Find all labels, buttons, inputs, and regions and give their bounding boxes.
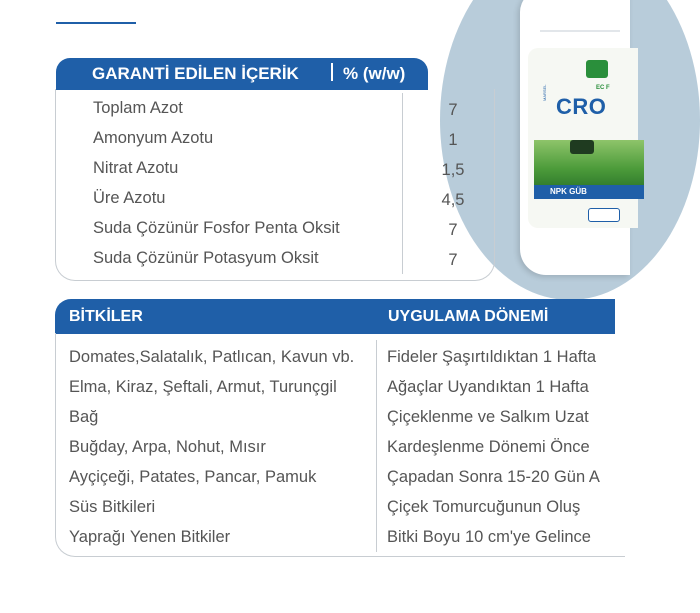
crops-header-period: UYGULAMA DÖNEMİ — [388, 308, 549, 325]
crop-plant: Elma, Kiraz, Şeftali, Armut, Turunçgil — [69, 378, 337, 396]
crop-row — [69, 408, 629, 438]
jug-side-text: MARSEL — [542, 84, 547, 101]
guarantee-table-header — [56, 58, 428, 90]
crop-row — [69, 378, 629, 408]
nutrient-name: Nitrat Azotu — [93, 159, 179, 177]
crop-period: Fideler Şaşırtıldıktan 1 Hafta — [387, 348, 597, 366]
jug-small-label: EC F — [596, 85, 610, 91]
guarantee-row — [93, 99, 493, 129]
nutrient-value: 1,5 — [441, 161, 465, 179]
crop-period: Bitki Boyu 10 cm'ye Gelince — [387, 528, 591, 546]
guarantee-row — [93, 129, 493, 159]
crop-plant: Süs Bitkileri — [69, 498, 156, 516]
crop-plant: Domates,Salatalık, Patlıcan, Kavun vb. — [69, 348, 355, 366]
jug-band-text: NPK GÜB — [550, 187, 587, 196]
guarantee-header-unit: % (w/w) — [343, 64, 406, 83]
nutrient-value: 7 — [448, 221, 458, 239]
crop-period: Çiçek Tomurcuğunun Oluş — [387, 498, 581, 516]
nutrient-name: Toplam Azot — [93, 99, 183, 117]
nutrient-name: Üre Azotu — [93, 189, 166, 207]
tractor-icon — [570, 140, 594, 154]
guarantee-header-content: GARANTİ EDİLEN İÇERİK — [92, 64, 299, 83]
product-jug-image — [520, 0, 630, 275]
crop-plant: Ayçiçeği, Patates, Pancar, Pamuk — [69, 468, 317, 486]
nutrient-value: 1 — [448, 131, 458, 149]
brand-logo-icon — [586, 60, 608, 78]
header-separator — [331, 63, 333, 81]
jug-brand-text: CRO — [556, 94, 607, 119]
crop-plant: Buğday, Arpa, Nohut, Mısır — [69, 438, 266, 456]
nutrient-name: Suda Çözünür Potasyum Oksit — [93, 249, 319, 267]
crop-row — [69, 528, 629, 558]
crop-plant: Bağ — [69, 408, 99, 426]
nutrient-value: 7 — [448, 101, 458, 119]
guarantee-row — [93, 159, 493, 189]
crop-row — [69, 498, 629, 528]
crop-row — [69, 348, 629, 378]
nutrient-name: Suda Çözünür Fosfor Penta Oksit — [93, 219, 340, 237]
crops-table-header — [55, 299, 615, 334]
top-accent-rule — [56, 22, 136, 24]
nutrient-name: Amonyum Azotu — [93, 129, 214, 147]
crop-period: Çiçeklenme ve Salkım Uzat — [387, 408, 589, 426]
crop-row — [69, 468, 629, 498]
guarantee-row — [93, 189, 493, 219]
crop-row — [69, 438, 629, 468]
guarantee-row — [93, 249, 493, 279]
jug-label — [528, 48, 638, 228]
crop-period: Ağaçlar Uyandıktan 1 Hafta — [387, 378, 589, 396]
crop-period: Kardeşlenme Dönemi Önce — [387, 438, 590, 456]
nutrient-value: 7 — [448, 251, 458, 269]
jug-pill — [588, 208, 620, 222]
crop-plant: Yaprağı Yenen Bitkiler — [69, 528, 231, 546]
jug-neck — [540, 0, 620, 32]
crops-header-plants: BİTKİLER — [69, 308, 143, 325]
guarantee-row — [93, 219, 493, 249]
crop-period: Çapadan Sonra 15-20 Gün A — [387, 468, 600, 486]
nutrient-value: 4,5 — [441, 191, 465, 209]
